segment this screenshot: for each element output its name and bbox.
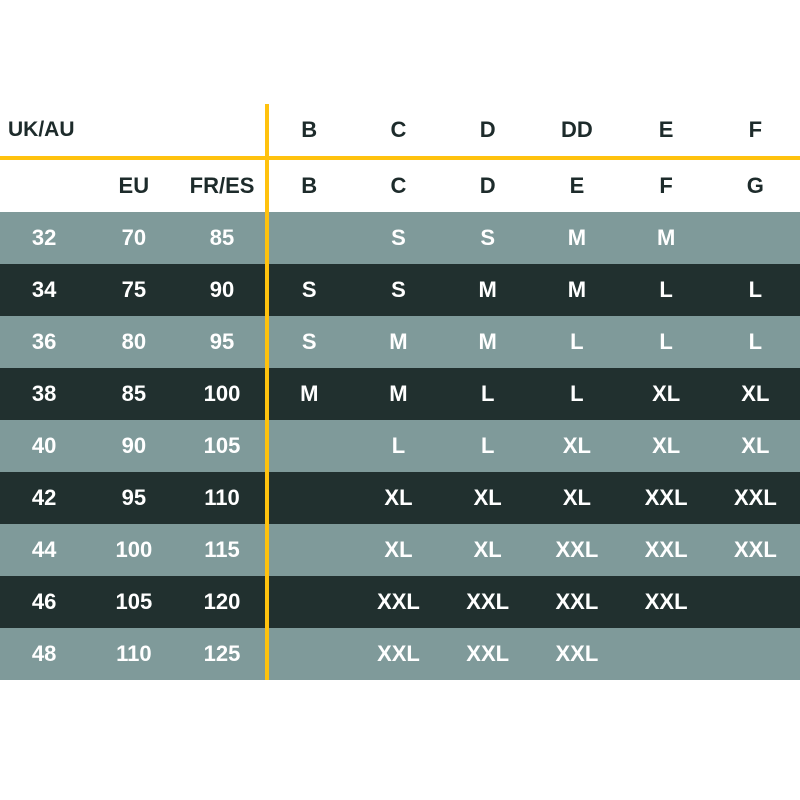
cell-eu: 75	[88, 264, 179, 316]
cell-uk: 42	[0, 472, 88, 524]
cell-eu: 70	[88, 212, 179, 264]
cell-cup-3: XXL	[443, 628, 532, 680]
cell-fres: 105	[179, 420, 264, 472]
cell-fres: 110	[179, 472, 264, 524]
cell-fres: 95	[179, 316, 264, 368]
header2-cup-e: E	[532, 158, 621, 212]
cell-cup-1: M	[265, 368, 354, 420]
cell-eu: 105	[88, 576, 179, 628]
cell-cup-1: S	[265, 264, 354, 316]
table-row	[0, 264, 800, 316]
header2-cup-c: C	[354, 158, 443, 212]
cell-cup-4: XXL	[532, 524, 621, 576]
cell-uk: 44	[0, 524, 88, 576]
header2-cup-f: F	[622, 158, 711, 212]
header2-cup-g: G	[711, 158, 800, 212]
header2-cup-b: B	[265, 158, 354, 212]
cell-uk: 40	[0, 420, 88, 472]
cell-eu: 80	[88, 316, 179, 368]
header-row-secondary	[0, 158, 800, 212]
cell-cup-2: XXL	[354, 576, 443, 628]
header-cup-dd: DD	[532, 104, 621, 158]
header2-cup-d: D	[443, 158, 532, 212]
cell-uk: 46	[0, 576, 88, 628]
cell-cup-3: XL	[443, 472, 532, 524]
cell-cup-3: M	[443, 316, 532, 368]
table-row	[0, 212, 800, 264]
cell-cup-1: S	[265, 316, 354, 368]
cell-cup-5: XXL	[622, 524, 711, 576]
cell-uk: 34	[0, 264, 88, 316]
cell-cup-4: M	[532, 264, 621, 316]
cell-fres: 85	[179, 212, 264, 264]
cell-cup-4: XL	[532, 420, 621, 472]
cell-cup-4: XL	[532, 472, 621, 524]
cell-cup-6: XL	[711, 420, 800, 472]
cell-cup-2: XL	[354, 472, 443, 524]
cell-cup-2: XL	[354, 524, 443, 576]
cell-cup-5: XXL	[622, 576, 711, 628]
cell-cup-5	[622, 628, 711, 680]
cell-cup-3: XXL	[443, 576, 532, 628]
cell-fres: 90	[179, 264, 264, 316]
cell-cup-4: XXL	[532, 576, 621, 628]
cell-uk: 38	[0, 368, 88, 420]
header-cup-c: C	[354, 104, 443, 158]
cell-cup-3: XL	[443, 524, 532, 576]
cell-cup-5: XXL	[622, 472, 711, 524]
cell-uk: 48	[0, 628, 88, 680]
cell-cup-1	[265, 420, 354, 472]
cell-cup-2: XXL	[354, 628, 443, 680]
cell-cup-1	[265, 576, 354, 628]
cell-cup-6	[711, 212, 800, 264]
header-row-primary	[0, 104, 800, 158]
header-fr-es: FR/ES	[179, 158, 264, 212]
cell-fres: 115	[179, 524, 264, 576]
cell-eu: 110	[88, 628, 179, 680]
cell-cup-3: M	[443, 264, 532, 316]
cell-cup-5: L	[622, 264, 711, 316]
table-row	[0, 524, 800, 576]
cell-cup-4: L	[532, 316, 621, 368]
header-blank-1	[88, 104, 179, 158]
header-blank-2	[179, 104, 264, 158]
cell-cup-2: S	[354, 264, 443, 316]
table-row	[0, 316, 800, 368]
cell-uk: 32	[0, 212, 88, 264]
cell-cup-5: XL	[622, 368, 711, 420]
header2-blank	[0, 158, 88, 212]
cell-cup-4: M	[532, 212, 621, 264]
cell-cup-3: S	[443, 212, 532, 264]
table-row	[0, 472, 800, 524]
cell-cup-2: S	[354, 212, 443, 264]
cell-cup-3: L	[443, 368, 532, 420]
cell-cup-6: L	[711, 264, 800, 316]
cell-cup-6: XXL	[711, 524, 800, 576]
cell-cup-2: L	[354, 420, 443, 472]
cell-cup-1	[265, 472, 354, 524]
header-cup-b: B	[265, 104, 354, 158]
cell-cup-5: XL	[622, 420, 711, 472]
cell-cup-6: XL	[711, 368, 800, 420]
cell-cup-2: M	[354, 368, 443, 420]
cell-eu: 85	[88, 368, 179, 420]
cell-fres: 120	[179, 576, 264, 628]
table-row	[0, 628, 800, 680]
cell-cup-4: L	[532, 368, 621, 420]
cell-fres: 100	[179, 368, 264, 420]
cell-cup-1	[265, 212, 354, 264]
size-chart-table	[0, 104, 800, 680]
header-uk-au: UK/AU	[0, 104, 88, 158]
cell-cup-1	[265, 628, 354, 680]
cell-cup-6	[711, 576, 800, 628]
cell-cup-2: M	[354, 316, 443, 368]
cell-uk: 36	[0, 316, 88, 368]
cell-fres: 125	[179, 628, 264, 680]
table-row	[0, 420, 800, 472]
cell-cup-3: L	[443, 420, 532, 472]
cell-eu: 95	[88, 472, 179, 524]
cell-eu: 90	[88, 420, 179, 472]
table-row	[0, 368, 800, 420]
header-cup-d: D	[443, 104, 532, 158]
cell-cup-6: L	[711, 316, 800, 368]
cell-cup-5: L	[622, 316, 711, 368]
cell-cup-4: XXL	[532, 628, 621, 680]
cell-cup-6: XXL	[711, 472, 800, 524]
cell-cup-1	[265, 524, 354, 576]
cell-eu: 100	[88, 524, 179, 576]
table-row	[0, 576, 800, 628]
cell-cup-6	[711, 628, 800, 680]
header-cup-f: F	[711, 104, 800, 158]
header-cup-e: E	[622, 104, 711, 158]
cell-cup-5: M	[622, 212, 711, 264]
header-eu: EU	[88, 158, 179, 212]
